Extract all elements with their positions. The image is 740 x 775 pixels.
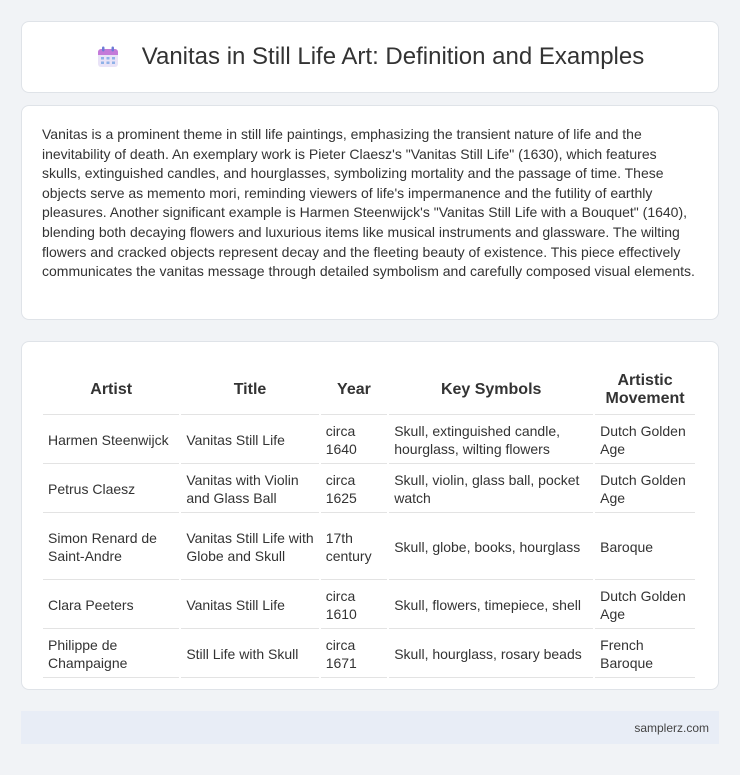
cell-title: Vanitas Still Life <box>181 417 318 464</box>
column-header-title: Title <box>181 366 318 415</box>
cell-artist: Petrus Claesz <box>43 466 179 513</box>
calendar-icon <box>96 45 120 69</box>
cell-artist: Simon Renard de Saint-Andre <box>43 515 179 580</box>
cell-key-symbols: Skull, violin, glass ball, pocket watch <box>389 466 593 513</box>
cell-key-symbols: Skull, hourglass, rosary beads <box>389 631 593 678</box>
footer-site-link[interactable]: samplerz.com <box>634 721 709 735</box>
cell-movement: French Baroque <box>595 631 695 678</box>
cell-movement: Dutch Golden Age <box>595 417 695 464</box>
column-header-artist: Artist <box>43 366 179 415</box>
cell-movement: Dutch Golden Age <box>595 466 695 513</box>
table-header-row <box>43 366 695 415</box>
cell-year: circa 1671 <box>321 631 388 678</box>
cell-title: Vanitas Still Life with Globe and Skull <box>181 515 318 580</box>
cell-title: Vanitas Still Life <box>181 582 318 629</box>
description-card <box>21 105 719 320</box>
cell-title: Vanitas with Violin and Glass Ball <box>181 466 318 513</box>
cell-key-symbols: Skull, flowers, timepiece, shell <box>389 582 593 629</box>
cell-artist: Philippe de Champaigne <box>43 631 179 678</box>
column-header-year: Year <box>321 366 388 415</box>
cell-year: circa 1625 <box>321 466 388 513</box>
footer <box>21 711 719 744</box>
cell-movement: Baroque <box>595 515 695 580</box>
cell-year: circa 1610 <box>321 582 388 629</box>
table-row <box>43 515 695 580</box>
column-header-artistic-movement: Artistic Movement <box>595 366 695 415</box>
cell-artist: Harmen Steenwijck <box>43 417 179 464</box>
cell-year: circa 1640 <box>321 417 388 464</box>
cell-title: Still Life with Skull <box>181 631 318 678</box>
table-card <box>21 341 719 690</box>
artworks-table <box>41 364 697 680</box>
cell-movement: Dutch Golden Age <box>595 582 695 629</box>
table-row <box>43 582 695 629</box>
cell-artist: Clara Peeters <box>43 582 179 629</box>
cell-key-symbols: Skull, globe, books, hourglass <box>389 515 593 580</box>
table-row <box>43 631 695 678</box>
table-row <box>43 466 695 513</box>
title-card <box>21 21 719 93</box>
cell-year: 17th century <box>321 515 388 580</box>
description-text: Vanitas is a prominent theme in still life paintings, emphasizing the transient nature of life and the inevitability of death. An exemplary work is Pieter Claesz's "Vanitas Still Life" (1630), which features skulls, extinguished candles, and hourglasses, symbolizing mortality and the passage of time. These objects serve as memento mori, reminding viewers of life's impermanence and the futility of earthly pleasures. Another significant example is Harmen Steenwijck's "Vanitas Still Life with a Bouquet" (1640), blending both decaying flowers and luxurious items like musical instruments and glassware. The wilting flowers and cracked objects represent decay and the fleeting beauty of existence. This piece effectively communicates the vanitas message through detailed symbolism and carefully composed visual elements. <box>42 126 695 280</box>
page-title: Vanitas in Still Life Art: Definition and Examples <box>141 43 645 70</box>
cell-key-symbols: Skull, extinguished candle, hourglass, wilting flowers <box>389 417 593 464</box>
table-row <box>43 417 695 464</box>
column-header-key-symbols: Key Symbols <box>389 366 593 415</box>
